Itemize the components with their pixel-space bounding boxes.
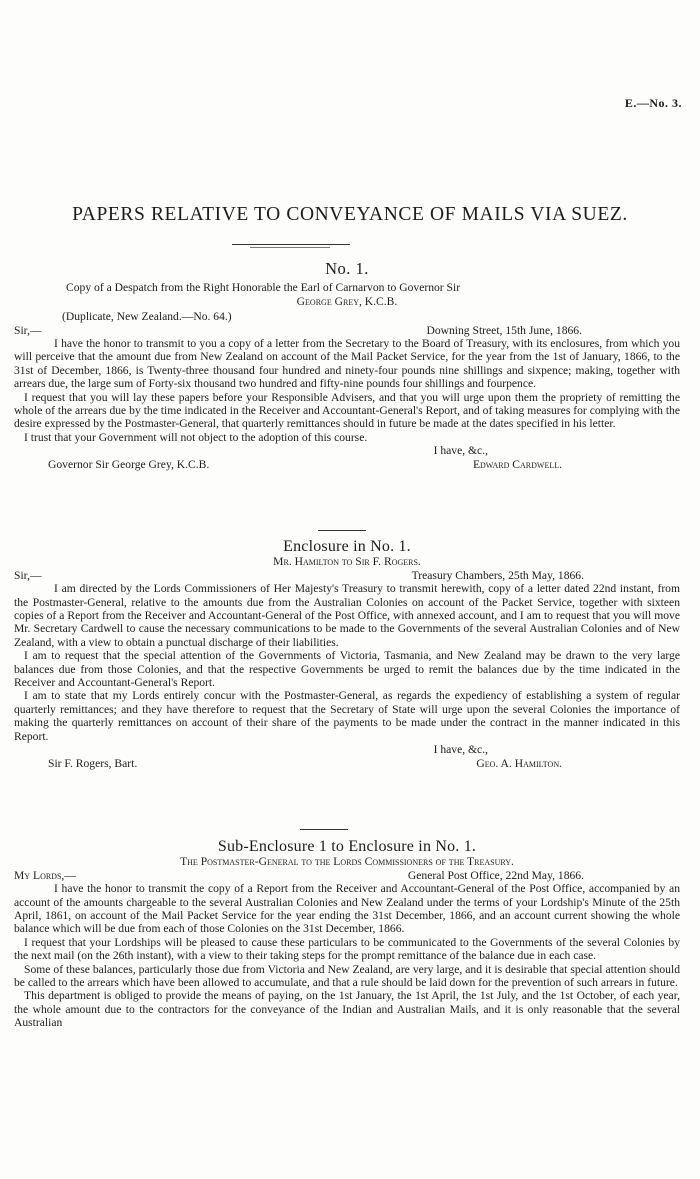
- closing: I have, &c.,: [433, 743, 488, 757]
- salutation-row: [14, 324, 680, 337]
- salutation: Sir,—: [14, 568, 42, 582]
- place-date: Downing Street, 15th June, 1866.: [426, 323, 582, 337]
- description-recipient: George Grey, K.C.B.: [296, 294, 398, 308]
- paragraph: This department is obliged to provide the means of paying, on the 1st January, the 1st April, the 1st July, and the 1st October, of each year, the whole amount due to the contractors for the conveyance of the Indian and Australian Mails, and it is only reasonable that the several Australian: [14, 989, 680, 1030]
- paragraph: Some of these balances, particularly those due from Victoria and New Zealand, are very large, and it is desirable that special attention should be called to the arrears which have been allowed to accumulate, and that a rule should be laid down for the prevention of such arrears in future.: [14, 962, 680, 990]
- section-divider: [318, 530, 366, 531]
- sub-enclosure-1: [14, 840, 680, 1030]
- section-heading: No. 1.: [325, 259, 369, 278]
- place-date: General Post Office, 22nd May, 1866.: [407, 868, 584, 882]
- salutation: Sir,—: [14, 323, 42, 337]
- paragraph: I have the honor to transmit to you a copy of a letter from the Secretary to the Board of Treasury, with its enclosures, from which you will perceive that the amount due from New Zealand on account of the Mail Packet Service, for the year from the 1st of January, 1866, to the 31st of December, 1866, is Twenty-three thousand four hundred and ninety-four pounds nine shillings and sixpence; making, together with arrears due, the large sum of Forty-six thousand two hundred and fifty-nine pounds four shillings and fourpence.: [14, 337, 680, 391]
- letter-parties: The Postmaster-General to the Lords Commissioners of the Treasury.: [180, 855, 514, 869]
- title-divider-short: [250, 247, 330, 248]
- place-date: Treasury Chambers, 25th May, 1866.: [411, 568, 584, 582]
- despatch-no1: [14, 259, 680, 471]
- signature-row: [14, 458, 680, 471]
- document-title: PAPERS RELATIVE TO CONVEYANCE OF MAILS VIA SUEZ.: [72, 204, 628, 225]
- duplicate-note: (Duplicate, New Zealand.—No. 64.): [62, 310, 232, 324]
- despatch-description: [14, 281, 680, 294]
- signature: Geo. A. Hamilton.: [476, 756, 562, 770]
- letter-parties: Mr. Hamilton to Sir F. Rogers.: [273, 555, 421, 569]
- section-divider: [300, 829, 348, 830]
- paragraph: I request that your Lordships will be pleased to cause these particulars to be communicated to the Governments of the several Colonies by the next mail (on the 26th instant), with a view to their taking steps for the prompt remittance of the balance due in each case.: [14, 935, 680, 963]
- addressee: Governor Sir George Grey, K.C.B.: [48, 457, 210, 471]
- description-line: Copy of a Despatch from the Right Honorable the Earl of Carnarvon to Governor Sir: [66, 281, 461, 295]
- addressee: Sir F. Rogers, Bart.: [48, 756, 138, 770]
- enclosure-no1: [14, 540, 680, 770]
- section-heading: Sub-Enclosure 1 to Enclosure in No. 1.: [217, 838, 477, 855]
- paragraph: I am directed by the Lords Commissioners of Her Majesty's Treasury to transmit herewith, copy of a letter dated 22nd instant, from the Postmaster-General, relative to the amounts due from the Australian Colonies on account of the Packet Service, together with sixteen copies of a Report from the Receiver and Accountant-General of the Post Office, with annexed account, and I am to request that you will move Mr. Secretary Cardwell to cause the necessary communications to be made to the Governments of the several Australian Colonies and of New Zealand, with a view to obtain a punctual discharge of their liabilities.: [14, 582, 680, 649]
- salutation-row: [14, 569, 680, 582]
- salutation: My Lords,—: [14, 868, 76, 882]
- paragraph: I am to state that my Lords entirely concur with the Postmaster-General, as regards the expediency of establishing a system of regular quarterly remittances; and they have therefore to request that the Secretary of State will urge upon the several Colonies the importance of making the quarterly remittances on account of their share of the payments to be made under the contract in the manner indicated in this Report.: [14, 689, 680, 743]
- salutation-row: [14, 869, 680, 882]
- title-divider: [232, 244, 350, 245]
- signature-row: [14, 757, 680, 770]
- paragraph: I trust that your Government will not object to the adoption of this course.: [24, 430, 368, 444]
- paragraph: I request that you will lay these papers before your Responsible Advisers, and that you will urge upon them the propriety of remitting the whole of the arrears due by the time indicated in the Receiver and Accountant-General's Report, and of taking measures for complying with the desire expressed by the Postmaster-General, that quarterly remittances should in future be made at the dates specified in his letter.: [14, 390, 680, 431]
- document-reference: E.—No. 3.: [624, 96, 682, 110]
- paragraph: I have the honor to transmit the copy of a Report from the Receiver and Accountant-General of the Post Office, accompanied by an account of the amounts chargeable to the several Australian Colonies and New Zealand under the terms of your Lordship's Minute of the 25th April, 1861, on account of the Mail Packet Service for the year ending the 31st December, 1866, and an account current showing the whole balance which will be due from each of those Colonies on the 31st December, 1866.: [14, 882, 680, 936]
- closing: I have, &c.,: [433, 444, 488, 458]
- section-heading: Enclosure in No. 1.: [283, 538, 411, 555]
- paragraph: I am to request that the special attention of the Governments of Victoria, Tasmania, and New Zealand may be drawn to the very large balances due from those Colonies, and that the respective Governments be urged to remit the balances due by the time indicated in the Receiver and Accountant-General's Report.: [14, 649, 680, 690]
- signature: Edward Cardwell.: [472, 457, 562, 471]
